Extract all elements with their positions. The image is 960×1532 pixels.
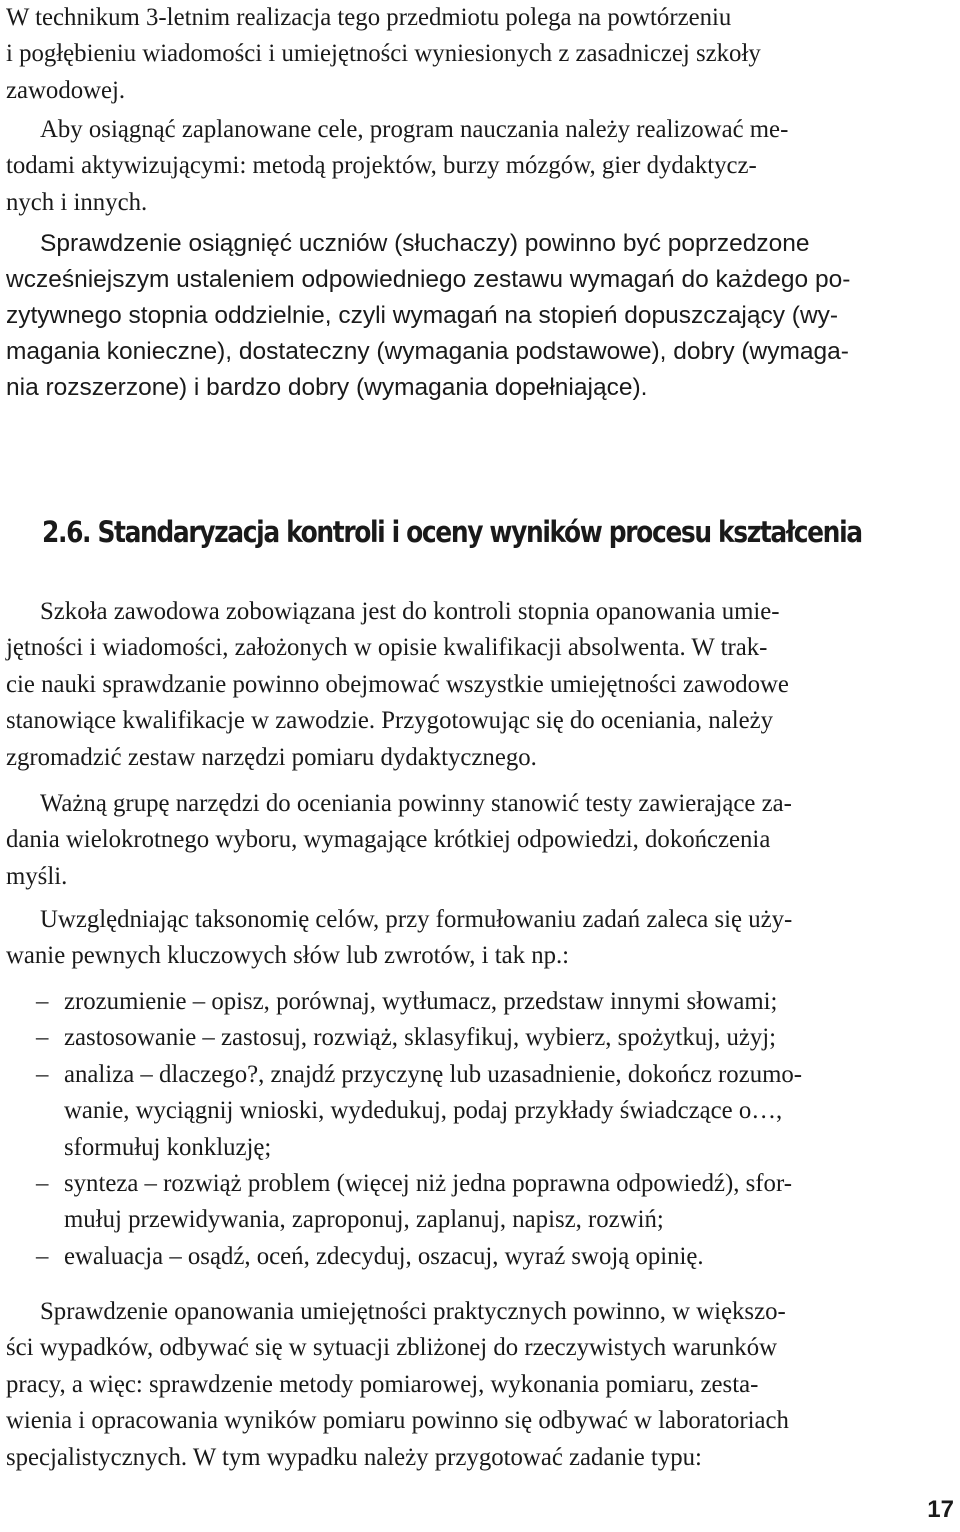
dash-bullet: – — [36, 988, 49, 1015]
section-heading — [42, 510, 862, 554]
section-title: Standaryzacja kontroli i oceny wyników procesu kształcenia — [97, 515, 862, 549]
text-line: zrozumienie – opisz, porównaj, wytłumacz, przedstaw innymi słowami; — [64, 988, 778, 1015]
text-line: zytywnego stopnia oddzielnie, czyli wymagań na stopień dopuszczający (wy- — [6, 302, 839, 329]
text-line: wienia i opracowania wyników pomiaru powinno się odbywać w laboratoriach — [6, 1407, 789, 1435]
keyword-list — [6, 984, 956, 1275]
dash-bullet: – — [36, 1060, 49, 1088]
paragraph-3 — [6, 226, 956, 406]
text-line: stanowiące kwalifikacje w zawodzie. Przygotowując się do oceniania, należy — [6, 707, 774, 735]
text-line: Aby osiągnąć zaplanowane cele, program nauczania należy realizować me- — [40, 116, 789, 143]
text-line: Sprawdzenie osiągnięć uczniów (słuchaczy) powinno być poprzedzone — [40, 230, 810, 257]
text-line: sformułuj konkluzję; — [64, 1133, 272, 1161]
paragraph-4 — [6, 594, 956, 776]
text-line: i pogłębieniu wiadomości i umiejętności wyniesionych z zasadniczej szkoły — [6, 40, 761, 68]
dash-bullet: – — [36, 1024, 49, 1052]
text-line: specjalistycznych. W tym wypadku należy przygotować zadanie typu: — [6, 1443, 702, 1471]
text-line: cie nauki sprawdzanie powinno obejmować wszystkie umiejętności zawodowe — [6, 670, 789, 698]
paragraph-1 — [6, 0, 956, 109]
text-line: mułuj przewidywania, zaproponuj, zaplanuj, napisz, rozwiń; — [64, 1206, 664, 1234]
text-line: wanie pewnych kluczowych słów lub zwrotów, i tak np.: — [6, 942, 570, 970]
text-line: magania konieczne), dostateczny (wymagania podstawowe), dobry (wymaga- — [6, 338, 849, 365]
page-number: 17 — [927, 1496, 954, 1523]
text-line: jętności i wiadomości, założonych w opisie kwalifikacji absolwenta. W trak- — [6, 634, 768, 662]
text-line: pracy, a więc: sprawdzenie metody pomiarowej, wykonania pomiaru, zesta- — [6, 1370, 759, 1398]
text-line: analiza – dlaczego?, znajdź przyczynę lub uzasadnienie, dokończ rozumo- — [64, 1060, 803, 1088]
text-line: wanie, wyciągnij wnioski, wydedukuj, podaj przykłady świadczące o…, — [64, 1097, 783, 1125]
paragraph-5 — [6, 786, 956, 895]
text-line: nia rozszerzone) i bardzo dobry (wymagania dopełniające). — [6, 374, 648, 401]
list-item — [6, 984, 956, 1020]
text-line: Sprawdzenie opanowania umiejętności praktycznych powinno, w większo- — [40, 1298, 786, 1325]
paragraph-2 — [6, 112, 956, 221]
text-line: Ważną grupę narzędzi do oceniania powinny stanowić testy zawierające za- — [40, 790, 792, 817]
text-line: Uwzględniając taksonomię celów, przy formułowaniu zadań zaleca się uży- — [40, 906, 793, 933]
dash-bullet: – — [36, 1242, 49, 1270]
dash-bullet: – — [36, 1170, 49, 1198]
text-line: zgromadzić zestaw narzędzi pomiaru dydaktycznego. — [6, 743, 537, 771]
list-item — [6, 1020, 956, 1056]
list-item — [6, 1239, 956, 1275]
text-line: myśli. — [6, 862, 68, 890]
text-line: zastosowanie – zastosuj, rozwiąż, sklasyfikuj, wybierz, spożytkuj, użyj; — [64, 1024, 777, 1052]
text-line: synteza – rozwiąż problem (więcej niż jedna poprawna odpowiedź), sfor- — [64, 1170, 792, 1198]
paragraph-7 — [6, 1294, 956, 1476]
text-line: todami aktywizującymi: metodą projektów, burzy mózgów, gier dydaktycz- — [6, 152, 757, 180]
text-line: Szkoła zawodowa zobowiązana jest do kontroli stopnia opanowania umie- — [40, 598, 780, 625]
text-line: nych i innych. — [6, 188, 148, 216]
section-number: 2.6. — [42, 515, 91, 549]
paragraph-6 — [6, 902, 956, 975]
text-line: W technikum 3-letnim realizacja tego przedmiotu polega na powtórzeniu — [6, 4, 732, 31]
text-line: dania wielokrotnego wyboru, wymagające krótkiej odpowiedzi, dokończenia — [6, 826, 771, 854]
text-line: zawodowej. — [6, 76, 126, 104]
text-line: ewaluacja – osądź, oceń, zdecyduj, oszacuj, wyraź swoją opinię. — [64, 1242, 704, 1270]
text-line: ści wypadków, odbywać się w sytuacji zbliżonej do rzeczywistych warunków — [6, 1334, 778, 1362]
list-item — [6, 1057, 956, 1166]
text-line: wcześniejszym ustaleniem odpowiedniego zestawu wymagań do każdego po- — [6, 266, 851, 293]
list-item — [6, 1166, 956, 1239]
